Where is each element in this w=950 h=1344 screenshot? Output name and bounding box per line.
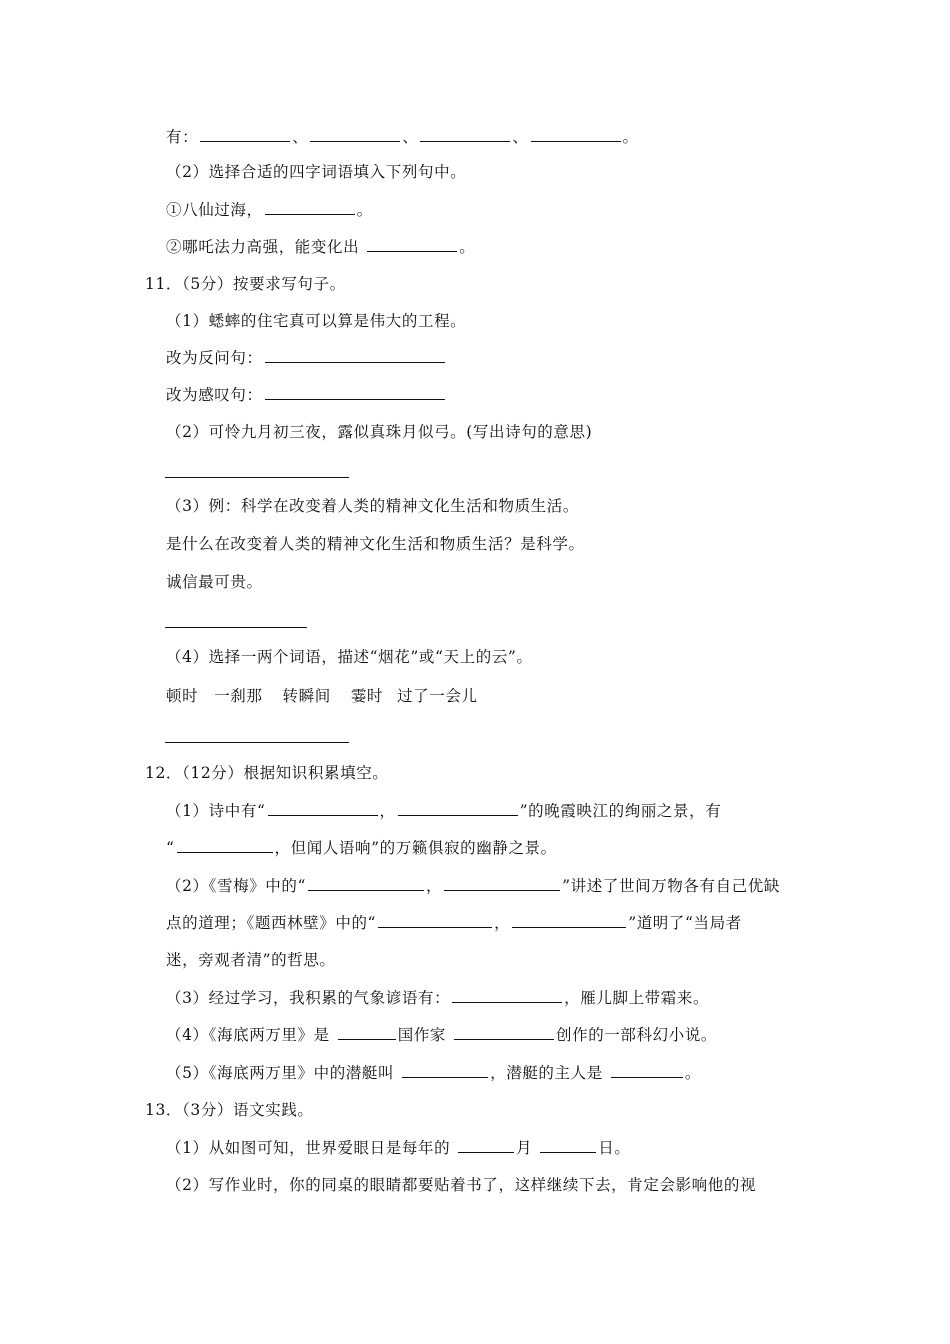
q12-part1-line2	[166, 838, 557, 858]
q13-part1	[166, 1138, 630, 1158]
question-13-title: 13．（3分）语文实践。	[145, 1101, 314, 1119]
text: （1）诗中有“	[166, 802, 266, 820]
answer-blank[interactable]	[265, 385, 445, 400]
answer-blank[interactable]	[338, 1025, 396, 1040]
q11-rhetorical	[166, 348, 447, 368]
answer-blank[interactable]	[420, 127, 510, 142]
answer-blank[interactable]	[367, 237, 457, 252]
answer-blank[interactable]	[398, 801, 518, 816]
separator: 、	[512, 128, 529, 146]
period: 。	[356, 201, 373, 219]
question-11-title: 11．（5分）按要求写句子。	[145, 275, 346, 293]
q11-part2: （2）可怜九月初三夜，露似真珠月似弓。(写出诗句的意思)	[166, 423, 593, 441]
text: （3）经过学习，我积累的气象谚语有：	[166, 989, 451, 1007]
q12-part2-line3: 迷，旁观者清”的哲思。	[166, 951, 336, 969]
fill-line-words	[166, 127, 639, 147]
separator: 、	[292, 128, 309, 146]
period: 。	[622, 128, 639, 146]
text: （4）《海底两万里》是	[166, 1026, 330, 1044]
answer-line[interactable]	[165, 742, 349, 743]
text: ，但闻人语响”的万籁俱寂的幽静之景。	[274, 839, 557, 857]
word: 一刹那	[214, 687, 263, 705]
q11-part3: （3）例：科学在改变着人类的精神文化生活和物质生活。	[166, 497, 579, 515]
q12-part3	[166, 988, 709, 1008]
word: 转瞬间	[282, 687, 331, 705]
text: （2）《雪梅》中的“	[166, 877, 307, 895]
instruction: 改为感叹句：	[166, 386, 263, 404]
q10-part2-item2	[166, 237, 475, 257]
answer-blank[interactable]	[454, 1025, 554, 1040]
answer-blank[interactable]	[177, 838, 273, 853]
q12-part2-line1	[166, 876, 780, 896]
answer-blank[interactable]	[444, 876, 560, 891]
answer-blank[interactable]	[531, 127, 621, 142]
answer-line[interactable]	[165, 627, 307, 628]
answer-blank[interactable]	[458, 1138, 514, 1153]
q12-part4	[166, 1025, 717, 1045]
text: ，	[379, 802, 396, 820]
text: ”的晚霞映江的绚丽之景，有	[519, 802, 722, 820]
answer-blank[interactable]	[200, 127, 290, 142]
q12-part2-line2	[166, 913, 742, 933]
q11-part3-sentence: 诚信最可贵。	[166, 573, 263, 591]
text: （1）从如图可知，世界爱眼日是每年的	[166, 1139, 451, 1157]
q12-part5	[166, 1063, 701, 1083]
q11-exclamation	[166, 385, 447, 405]
separator: 、	[402, 128, 419, 146]
answer-blank[interactable]	[308, 876, 424, 891]
text: “	[166, 839, 175, 857]
word: 过了一会儿	[397, 687, 478, 705]
text: ”道明了“当局者	[628, 914, 742, 932]
q11-part4: （4）选择一两个词语，描述“烟花”或“天上的云”。	[166, 648, 533, 666]
instruction: 改为反问句：	[166, 349, 263, 367]
text: ”讲述了世间万物各有自己优缺	[562, 877, 780, 895]
text: ，潜艇的主人是	[490, 1064, 603, 1082]
answer-blank[interactable]	[540, 1138, 596, 1153]
q10-part2: （2）选择合适的四字词语填入下列句中。	[166, 163, 467, 181]
word: 霎时	[350, 687, 384, 705]
line-prefix: 有：	[166, 128, 199, 146]
q12-part1-line1	[166, 801, 721, 821]
word: 顿时	[166, 687, 199, 705]
answer-blank[interactable]	[268, 801, 378, 816]
text: ，	[494, 914, 511, 932]
text: 国作家	[397, 1026, 447, 1044]
answer-blank[interactable]	[402, 1063, 488, 1078]
q13-part2: （2）写作业时，你的同桌的眼睛都要贴着书了，这样继续下去，肯定会影响他的视	[166, 1176, 757, 1194]
q10-part2-item1	[166, 200, 373, 220]
text: 日。	[598, 1139, 631, 1157]
text: 点的道理；《题西林壁》中的“	[166, 914, 377, 932]
answer-blank[interactable]	[452, 988, 562, 1003]
answer-line[interactable]	[165, 477, 349, 478]
q11-part3-example: 是什么在改变着人类的精神文化生活和物质生活？是科学。	[166, 535, 585, 553]
period: 。	[459, 238, 476, 256]
text: ，雁儿脚上带霜来。	[564, 989, 710, 1007]
q11-part1: （1）蟋蟀的住宅真可以算是伟大的工程。	[166, 312, 467, 330]
item-text: ①八仙过海，	[166, 201, 263, 219]
answer-blank[interactable]	[378, 913, 492, 928]
text: ，	[426, 877, 443, 895]
q11-word-list	[166, 686, 478, 706]
text: （5）《海底两万里》中的潜艇叫	[166, 1064, 395, 1082]
answer-blank[interactable]	[611, 1063, 683, 1078]
item-text: ②哪吒法力高强，能变化出	[166, 238, 360, 256]
question-12-title: 12．（12分）根据知识积累填空。	[145, 764, 389, 782]
answer-blank[interactable]	[265, 348, 445, 363]
text: 。	[684, 1064, 701, 1082]
text: 创作的一部科幻小说。	[556, 1026, 718, 1044]
answer-blank[interactable]	[512, 913, 626, 928]
answer-blank[interactable]	[310, 127, 400, 142]
text: 月	[516, 1139, 533, 1157]
answer-blank[interactable]	[265, 200, 355, 215]
